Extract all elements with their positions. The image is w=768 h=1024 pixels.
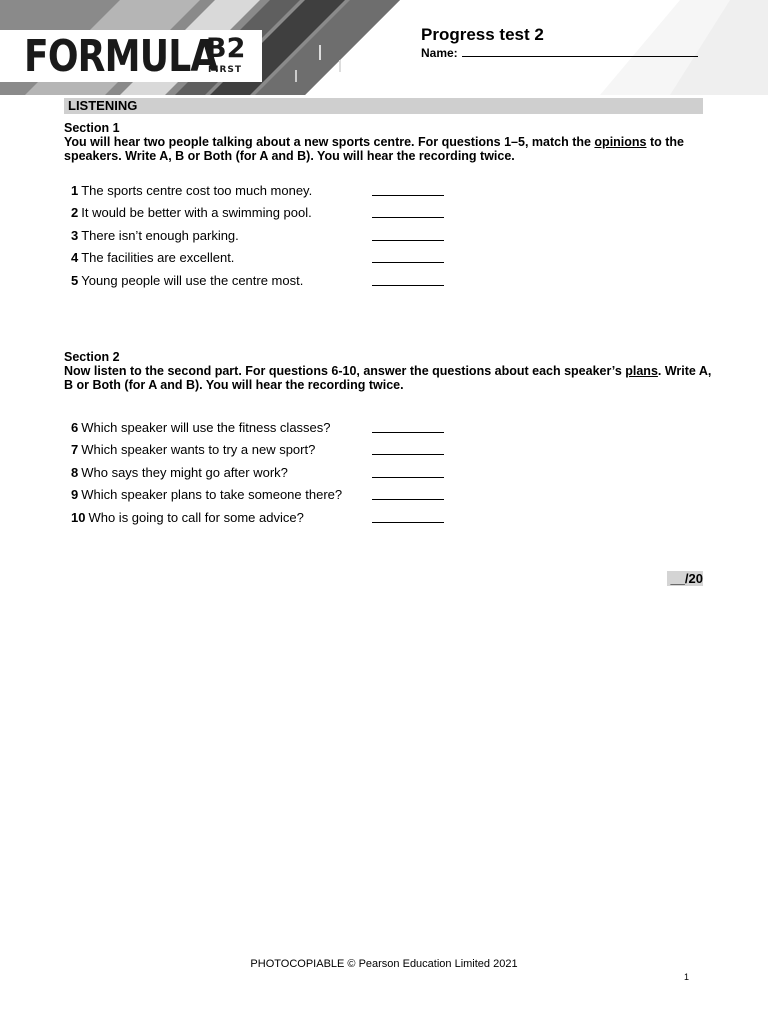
question-number: 9 <box>71 487 79 503</box>
section1-heading: Section 1 <box>64 121 120 135</box>
instr-underlined: plans <box>625 364 658 378</box>
name-row <box>421 45 698 60</box>
question-text: It would be better with a swimming pool. <box>81 205 312 221</box>
name-field[interactable] <box>462 45 698 57</box>
instr-text: to the speakers. Write A, B or Both (for A and B). You will hear the recording twice. <box>64 135 684 163</box>
page-number: 1 <box>684 972 690 982</box>
logo-wordmark: FORMULA <box>24 31 218 82</box>
footer-copyright: PHOTOCOPIABLE © Pearson Education Limited 2021 <box>250 958 518 970</box>
section-bar-title: LISTENING <box>68 98 138 113</box>
answer-blank[interactable] <box>372 195 444 196</box>
question-item <box>71 183 471 205</box>
answer-blank[interactable] <box>372 522 444 523</box>
question-number: 1 <box>71 183 79 198</box>
logo-sublevel: FIRST <box>208 65 243 75</box>
answer-blank[interactable] <box>372 477 444 478</box>
answer-blank[interactable] <box>372 432 444 433</box>
question-text: Young people will use the centre most. <box>81 272 304 288</box>
section2-heading: Section 2 <box>64 350 120 364</box>
section-bar <box>64 98 703 114</box>
question-number: 10 <box>71 509 86 525</box>
instr-underlined: opinions <box>594 135 647 149</box>
section1-instructions <box>64 135 714 163</box>
question-text: The facilities are excellent. <box>81 250 235 266</box>
question-text: The sports centre cost too much money. <box>81 183 313 198</box>
answer-blank[interactable] <box>372 262 444 263</box>
question-text: Who is going to call for some advice? <box>88 509 304 525</box>
question-item <box>71 250 471 272</box>
question-item <box>71 465 471 487</box>
answer-blank[interactable] <box>372 217 444 218</box>
answer-blank[interactable] <box>372 499 444 500</box>
question-item <box>71 510 471 532</box>
score-box[interactable]: __/20 <box>667 571 703 586</box>
logo-level: B2 <box>206 33 246 64</box>
instr-text: . Write A, B or Both (for A and B). You will hear the recording twice. <box>64 364 712 392</box>
question-item <box>71 205 471 227</box>
question-number: 7 <box>71 442 79 458</box>
question-number: 4 <box>71 250 79 266</box>
question-text: Which speaker plans to take someone there? <box>81 487 343 503</box>
section2-question-list <box>71 420 471 532</box>
section1-question-list <box>71 183 471 295</box>
instr-text: Now listen to the second part. For questions 6-10, answer the questions about each speaker’s <box>64 364 626 378</box>
answer-blank[interactable] <box>372 454 444 455</box>
name-label: Name: <box>421 46 458 60</box>
section2-instructions <box>64 364 714 392</box>
question-text: Who says they might go after work? <box>81 464 288 480</box>
question-number: 6 <box>71 420 79 435</box>
question-item <box>71 228 471 250</box>
question-item <box>71 487 471 509</box>
answer-blank[interactable] <box>372 285 444 286</box>
question-number: 5 <box>71 272 79 288</box>
question-number: 8 <box>71 464 79 480</box>
question-item <box>71 420 471 442</box>
question-text: There isn’t enough parking. <box>81 227 239 243</box>
question-text: Which speaker will use the fitness classes? <box>81 420 331 435</box>
answer-blank[interactable] <box>372 240 444 241</box>
question-number: 3 <box>71 227 79 243</box>
question-text: Which speaker wants to try a new sport? <box>81 442 316 458</box>
test-title: Progress test 2 <box>421 25 544 44</box>
question-number: 2 <box>71 205 79 221</box>
instr-text: You will hear two people talking about a new sports centre. For questions 1–5, match the <box>64 135 595 149</box>
question-item <box>71 442 471 464</box>
question-item <box>71 273 471 295</box>
